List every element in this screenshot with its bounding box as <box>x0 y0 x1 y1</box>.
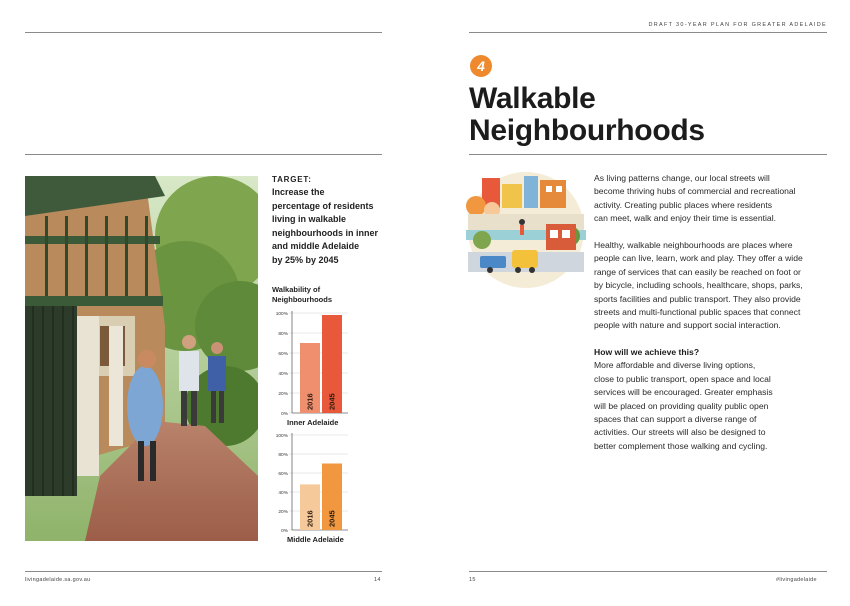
y-tick-label: 40% <box>278 371 288 377</box>
page-number-left: 14 <box>374 577 381 583</box>
y-tick-label: 60% <box>278 351 288 357</box>
middle-adelaide-chart-svg <box>262 427 382 547</box>
y-tick-label: 20% <box>278 391 288 397</box>
paragraph-line: Healthy, walkable neighbourhoods are places where <box>594 240 793 250</box>
target-heading: TARGET: <box>272 175 312 184</box>
y-tick-label: 60% <box>278 471 288 477</box>
footer-rule-right <box>469 571 827 572</box>
top-rule-right <box>469 32 827 33</box>
paragraph-line: better complement those walking and cycling. <box>594 440 768 451</box>
y-tick-label: 100% <box>275 433 288 439</box>
paragraph-line: by bicycle, including schools, healthcare, shops, parks, <box>594 280 803 291</box>
section-rule-right <box>469 154 827 155</box>
inner-adelaide-chart <box>262 305 382 430</box>
y-tick-label: 20% <box>278 509 288 515</box>
paragraph-line: become thriving hubs of commercial and recreational <box>594 186 796 197</box>
target-line: Increase the <box>272 187 325 197</box>
neighbourhood-illustration <box>462 170 588 290</box>
middle-adelaide-chart <box>262 427 382 547</box>
chart-title <box>272 285 382 304</box>
paragraph-line: More affordable and diverse living options, <box>594 360 756 371</box>
paragraph-line: activity. Creating public places where residents <box>594 199 773 210</box>
chart-title-line: Walkability of <box>272 285 321 294</box>
y-tick-label: 80% <box>278 331 288 337</box>
title-line: Neighbourhoods <box>469 114 705 147</box>
y-tick-label: 100% <box>275 311 288 317</box>
section-number-badge: 4 <box>470 55 492 77</box>
y-tick-label: 0% <box>281 528 288 534</box>
top-rule-left <box>25 32 382 33</box>
chart-region-label: Middle Adelaide <box>287 535 344 544</box>
y-tick-label: 0% <box>281 411 288 417</box>
paragraph-line: people can live, learn, work and play. They offer a wide <box>594 253 803 264</box>
chart-region-label: Inner Adelaide <box>287 418 339 427</box>
walkable-paragraph <box>594 239 824 333</box>
y-tick-label: 40% <box>278 490 288 496</box>
running-title: DRAFT 30-YEAR PLAN FOR GREATER ADELAIDE <box>648 22 827 28</box>
subheading: How will we achieve this? <box>594 347 700 357</box>
target-line: and middle Adelaide <box>272 241 360 251</box>
section-rule-left <box>25 154 382 155</box>
footer-rule-left <box>25 571 382 572</box>
paragraph-line: people with nature and support social interaction. <box>594 320 781 331</box>
footer-url[interactable]: livingadelaide.sa.gov.au <box>25 577 91 583</box>
intro-paragraph <box>594 172 824 226</box>
target-line: by 25% by 2045 <box>272 254 339 265</box>
target-line: percentage of residents <box>272 200 374 211</box>
chart-title-line: Neighbourhoods <box>272 294 332 304</box>
paragraph-line: spaces that can support a diverse range of <box>594 414 757 425</box>
target-line: living in walkable <box>272 214 347 224</box>
page-title <box>469 83 769 147</box>
street-photo <box>25 176 258 541</box>
bar-category-label: 2045 <box>327 510 337 527</box>
paragraph-line: can meet, walk and enjoy their time is essential. <box>594 213 776 224</box>
bar-category-label: 2045 <box>327 393 337 410</box>
footer-hashtag[interactable]: #livingadelaide <box>776 577 817 583</box>
paragraph-line: As living patterns change, our local streets will <box>594 173 770 183</box>
inner-adelaide-chart-svg <box>262 305 382 430</box>
paragraph-line: streets and multi-functional public spaces that connect <box>594 307 801 318</box>
paragraph-line: will be placed on providing quality public open <box>594 400 769 411</box>
paragraph-line: range of services that can easily be reached on foot or <box>594 266 801 277</box>
bar-category-label: 2016 <box>305 510 315 527</box>
paragraph-line: services will be encouraged. Greater emphasis <box>594 387 773 398</box>
bar-category-label: 2016 <box>305 393 315 410</box>
paragraph-line: close to public transport, open space and local <box>594 373 771 384</box>
paragraph-line: activities. Our streets will also be designed to <box>594 427 766 438</box>
title-line: Walkable <box>469 82 596 115</box>
paragraph-line: sports facilities and public transport. They also provide <box>594 293 801 304</box>
page-number-right: 15 <box>469 577 476 583</box>
achieve-section <box>594 346 824 453</box>
y-tick-label: 80% <box>278 452 288 458</box>
target-line: neighbourhoods in inner <box>272 227 378 238</box>
target-statement <box>272 186 392 267</box>
